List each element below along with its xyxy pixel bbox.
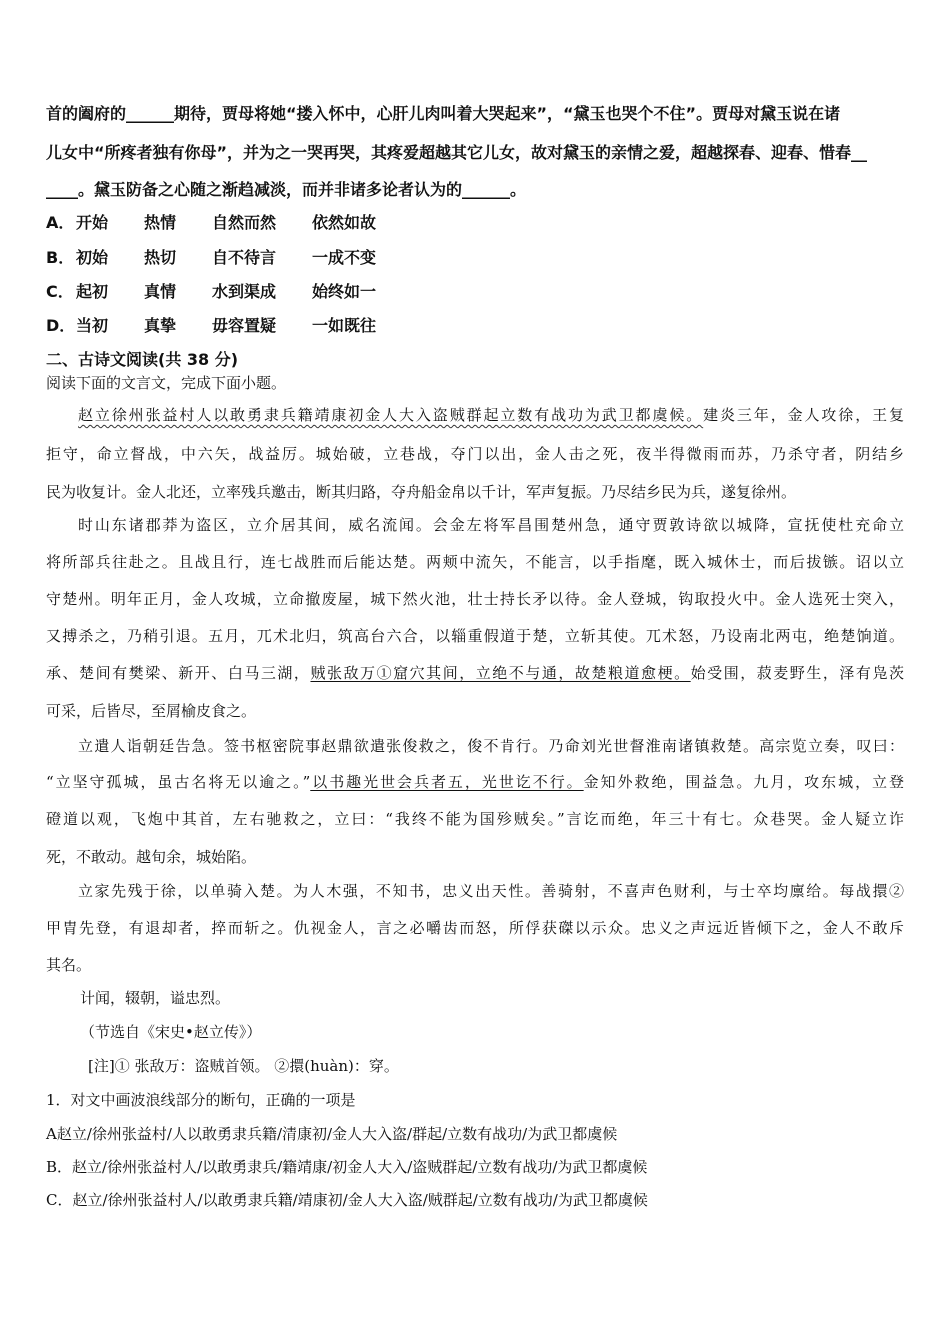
option-key: B． [46,248,75,267]
passage-line-13: 死，不敢动。越旬余，城始陷。 [46,848,257,866]
option-word-4: 始终如一 [312,282,377,301]
option-word-2: 热切 [144,248,177,267]
passage-text: 建炎三年，金人攻徐，王复 [703,406,904,424]
passage-line-2: 拒守，命立督战，中六矢，战益厉。城始破，立巷战，夺门以出，金人击之死，夜半得微雨而苏，乃杀守者，阴结乡 [46,445,904,463]
intro-line-1: 首的阖府的______期待，贾母将她“搂入怀中，心肝儿肉叫着大哭起来”，“黛玉也哭个不住”。贾母对黛玉说在诸 [46,104,841,123]
option-word-4: 依然如故 [312,213,377,232]
option-word-3: 水到渠成 [212,282,277,301]
passage-line-3: 民为收复计。金人北还，立率残兵邀击，断其归路，夺舟船金帛以千计，军声复振。乃尽结乡民为兵，遂复徐州。 [46,483,797,501]
passage-source: （节选自《宋史•赵立传》） [80,1023,262,1041]
question-stem: 1．对文中画波浪线部分的断句，正确的一项是 [46,1091,356,1109]
passage-line-14: 立家先残于徐，以单骑入楚。为人木强，不知书，忠义出天性。善骑射，不喜声色财利，与士卒均廪给。每战擐② [78,882,904,900]
option-word-1: 当初 [76,316,109,335]
passage-line-5: 将所部兵往赴之。且战且行，连七战胜而后能达楚。两颊中流矢，不能言，以手指麾，既入城休士，而后拔镞。诏以立 [46,553,904,571]
option-word-2: 真情 [144,282,177,301]
option-word-4: 一如既往 [312,316,377,335]
passage-line-9: 可采，后皆尽，至屑榆皮食之。 [46,702,257,720]
passage-text: 承、楚间有樊梁、新开、白马三湖， [46,664,311,682]
option-word-3: 自然而然 [212,213,277,232]
passage-line-16: 其名。 [46,956,92,974]
passage-line-12: 磴道以观，飞炮中其首，左右驰救之，立曰：“我终不能为国殄贼矣。”言讫而绝，年三十有七。众巷哭。金人疑立诈 [46,810,904,828]
intro-line-3: ____。黛玉防备之心随之渐趋减淡，而并非诸多论者认为的______。 [46,180,527,199]
answer-option-c: C．赵立/徐州张益村人/以敢勇隶兵籍/靖康初/金人大入盗/贼群起/立数有战功/为武卫都虞候 [46,1191,648,1209]
passage-text: “立坚守孤城，虽古名将无以逾之。” [46,773,311,791]
wavy-underlined-sentence: 赵立徐州张益村人以敢勇隶兵籍靖康初金人大入盗贼群起立数有战功为武卫都虞候。 [78,406,704,424]
passage-line-17: 计闻，辍朝，谥忠烈。 [80,989,231,1007]
option-key: A． [46,213,75,232]
option-word-2: 真挚 [144,316,177,335]
passage-note: [注]① 张敌万：盗贼首领。 ②擐(huàn)：穿。 [88,1057,399,1075]
passage-line-10: 立遣人诣朝廷告急。签书枢密院事赵鼎欲遣张俊救之，俊不肯行。乃命刘光世督淮南诸镇救楚。高宗览立奏，叹曰： [78,737,904,755]
option-word-4: 一成不变 [312,248,377,267]
section-title: 二、古诗文阅读(共 38 分) [46,350,239,369]
passage-line-8 [46,662,904,683]
underlined-sentence: 贼张敌万①窟穴其间，立绝不与通，故楚粮道愈梗。 [310,664,691,682]
intro-line-2: 儿女中“所疼者独有你母”，并为之一哭再哭，其疼爱超越其它儿女，故对黛玉的亲情之爱，超越探春、迎春、惜春__ [46,143,868,162]
passage-text: 金知外救绝，围益急。九月，攻东城，立登 [583,773,904,791]
option-word-1: 初始 [76,248,109,267]
answer-option-b: B．赵立/徐州张益村人/以敢勇隶兵/籍靖康/初金人大入/盗贼群起/立数有战功/为武卫都虞候 [46,1158,648,1176]
option-d [46,313,376,336]
underlined-sentence: 以书趣光世会兵者五，光世讫不行。 [310,773,584,791]
passage-text: 始受围，菽麦野生，泽有凫茨 [690,664,904,682]
option-key: C． [46,282,74,301]
answer-option-a: A赵立/徐州张益村/人以敢勇隶兵籍/清康初/金人大入盗/群起/立数有战功/为武卫都虞候 [46,1125,618,1143]
passage-line-1 [46,404,904,425]
section-instruction: 阅读下面的文言文，完成下面小题。 [46,374,287,392]
option-word-3: 自不待言 [212,248,277,267]
option-a [46,210,376,233]
passage-line-11 [46,771,904,792]
option-c [46,279,376,302]
option-word-2: 热情 [144,213,177,232]
passage-line-7: 又搏杀之，乃稍引退。五月，兀术北归，筑高台六合，以辎重假道于楚，立斩其使。兀术怒，乃设南北两屯，绝楚饷道。 [46,627,904,645]
option-word-3: 毋容置疑 [212,316,277,335]
passage-line-6: 守楚州。明年正月，金人攻城，立命撤废屋，城下然火池，壮士持长矛以待。金人登城，钩取投火中。金人选死士突入， [46,590,904,608]
passage-line-4: 时山东诸郡莽为盗区，立介居其间，威名流闻。会金左将军昌围楚州急，通守贾敦诗欲以城降，宣抚使杜充命立 [78,516,904,534]
option-b [46,245,376,268]
option-word-1: 开始 [76,213,109,232]
option-word-1: 起初 [76,282,109,301]
option-key: D． [46,316,76,335]
passage-line-15: 甲胄先登，有退却者，捽而斩之。仇视金人，言之必嚼齿而怒，所俘获磔以示众。忠义之声远近皆倾下之，金人不敢斥 [46,919,904,937]
